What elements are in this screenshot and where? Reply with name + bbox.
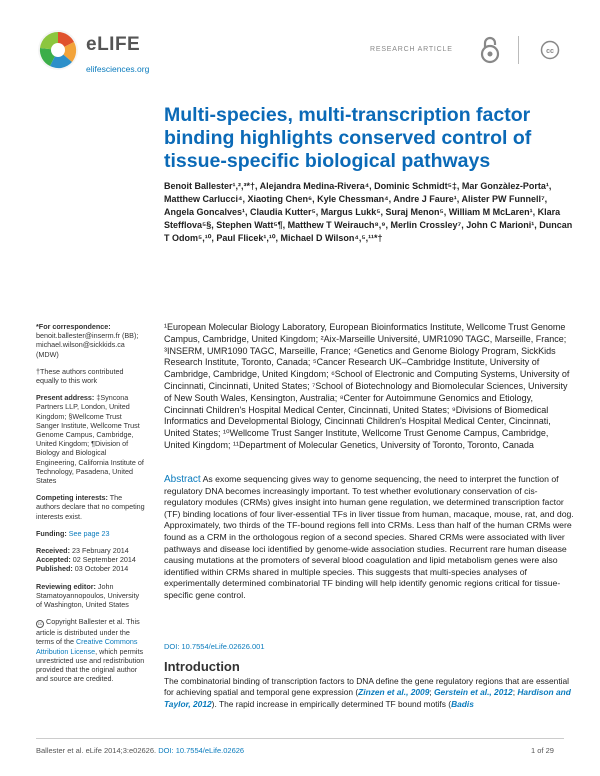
open-access-icon xyxy=(478,36,502,64)
svg-text:cc: cc xyxy=(546,48,554,55)
intro-sep-2: ; xyxy=(512,687,518,698)
license-link[interactable]: Creative Commons Attribution License xyxy=(36,637,138,656)
copyright-cc-icon: cc xyxy=(37,621,43,627)
correspondence-label: *For correspondence: xyxy=(36,322,111,331)
intro-text-2: ). The rapid increase in empirically determined TF bound motifs ( xyxy=(211,698,452,709)
page-header xyxy=(0,0,600,90)
article-type-label: RESEARCH ARTICLE xyxy=(370,46,453,53)
author-list: Benoit Ballester¹,²,³*†, Alejandra Medina-Rivera⁴, Dominic Schmidt⁵‡, Mar Gonzàlez-Porta¹, Matthew Carlucci⁴, Xiaoting Chen⁶, Kyle Chessman⁴, Andre J Faure¹, Alister PW Funnell⁷, Angela Goncalves¹, Claudia Kutter⁵, Margus Lukk⁵, Suraj Menon⁵, William M McLaren¹, Klara Stefflova⁵§, Stephen Watt⁵¶, Matthew T Weirauch⁸,⁹, Merlin Crossley⁷, John C Marioni¹, Duncan T Odom⁵,¹⁰, Paul Flicek¹,¹⁰, Michael D Wilson⁴,⁵,¹¹*† xyxy=(164,181,573,243)
abstract xyxy=(164,474,574,602)
funding-block xyxy=(36,529,146,538)
footer-divider xyxy=(36,738,564,739)
competing-interests-text: The authors declare that no competing interests exist. xyxy=(36,493,145,521)
correspondence-text[interactable]: benoit.ballester@inserm.fr (BB); michael.wilson@sickkids.ca (MDW) xyxy=(36,331,139,359)
present-address-text: ‡Syncona Partners LLP, London, United Kingdom; §Wellcome Trust Sanger Institute, Wellcome Trust Genome Campus, Cambridge, United Kingdom; ¶Division of Biology and Biological Engineering, California Institute of Technology, Pasadena, United States xyxy=(36,393,144,486)
dates-block xyxy=(36,546,146,574)
footer-doi-link[interactable]: DOI: 10.7554/eLife.02626 xyxy=(158,746,245,755)
introduction-heading: Introduction xyxy=(164,659,240,674)
abstract-doi-link[interactable]: DOI: 10.7554/eLife.02626.001 xyxy=(164,642,265,651)
brand-url-link[interactable]: elifesciences.org xyxy=(86,64,150,74)
published-label: Published: xyxy=(36,564,73,574)
funding-label: Funding: xyxy=(36,528,67,538)
page-number: 1 of 29 xyxy=(531,746,554,755)
accepted-date: 02 September 2014 xyxy=(72,555,136,565)
affiliations: ¹European Molecular Biology Laboratory, European Bioinformatics Institute, Wellcome Trust Genome Campus, Cambridge, United Kingdom; ²Aix-Marseille Université, UMR1090 TAGC, Marseille, France; ³INSERM, UMR1090 TAGC, Marseille, France; ⁴Genetics and Genome Biology Program, SickKids Research Institute, Toronto, Canada; ⁵Cancer Research UK–Cambridge Institute, University of Cambridge, Cambridge, United Kingdom; ⁶School of Electronic and Computing Systems, University of Cincinnati, Cincinnati, United States; ⁷School of Biotechnology and Biomolecular Sciences, University of New South Wales, Kensington, Australia; ⁸Center for Autoimmune Genomics and Etiology, Cincinnati Children's Hospital Medical Center, Cincinnati, United States; ⁹Divisions of Biomedical Informatics and Developmental Biology, Cincinnati Children's Hospital Medical Center, Cincinnati, United States; ¹⁰Wellcome Trust Sanger Institute, Wellcome Trust Genome Campus, Cambridge, United Kingdom; ¹¹Department of Molecular Genetics, University of Toronto, Toronto, Canada xyxy=(164,322,570,450)
competing-interests-block xyxy=(36,493,146,521)
citation-link[interactable]: Gerstein et al., 2012 xyxy=(434,687,513,698)
reviewing-editor-label: Reviewing editor: xyxy=(36,581,96,591)
abstract-text: As exome sequencing gives way to genome sequencing, the need to interpret the function of regulatory DNA becomes increasingly important. To test whether evolutionary conservation of cis-regulatory modules (CRMs) gives insight into human gene regulation, we determined transcription factor (TF) binding locations of four liver-essential TFs in liver tissue from human, macaque, mouse, rat, and dog. Approximately, two thirds of the TF-bound regions fell into CRMs. Less than half of the human CRMs were found as a CRM in the orthologous region of a second species. Shared CRMs were associated with liver pathways and disease loci identified by genome-wide association studies. Recurrent rare human disease causing mutations at the promoters of several blood coagulation and lipid metabolism genes were also identified within CRMs shared in multiple species. This suggests that multi-species analyses of experimentally determined combinatorial TF binding will help identify genomic regions critical for tissue-specific gene control. xyxy=(164,474,574,600)
received-date: 23 February 2014 xyxy=(71,546,129,556)
reviewing-editor-text: John Stamatoyannopoulos, University of Washington, United States xyxy=(36,581,140,610)
received-label: Received: xyxy=(36,546,70,556)
present-address-label: Present address: xyxy=(36,393,95,403)
creative-commons-icon xyxy=(540,40,560,60)
equal-contribution-note: †These authors contributed equally to this work xyxy=(36,366,124,386)
accepted-label: Accepted: xyxy=(36,555,71,565)
article-title: Multi-species, multi-transcription factor binding highlights conserved control of tissue-specific biological pathways xyxy=(164,104,532,172)
brand-name: eLIFE xyxy=(86,34,141,55)
correspondence-block xyxy=(36,322,146,359)
footer-citation xyxy=(36,746,244,755)
article-sidebar xyxy=(36,322,146,692)
copyright-block xyxy=(36,617,146,683)
abstract-label: Abstract xyxy=(164,474,201,485)
citation-link[interactable]: Hardison and Taylor, 2012 xyxy=(164,687,571,709)
introduction-text xyxy=(164,676,574,710)
reviewing-editor-block xyxy=(36,582,146,610)
copyright-tail: , which permits unrestricted use and redistribution provided that the original author and source are credited. xyxy=(36,646,145,684)
present-address-block xyxy=(36,393,146,485)
citation-link[interactable]: Badis xyxy=(451,698,474,709)
competing-interests-label: Competing interests: xyxy=(36,493,108,503)
intro-sep-1: ; xyxy=(429,687,435,698)
elife-logo-icon[interactable] xyxy=(36,28,80,72)
funding-link[interactable]: See page 23 xyxy=(68,528,110,538)
intro-text-1: The combinatorial binding of transcription factors to DNA define the gene regulatory regions that are essential for achieving spatial and temporal gene expression ( xyxy=(164,676,570,698)
citation-link[interactable]: Zinzen et al., 2009 xyxy=(358,687,430,698)
header-divider xyxy=(518,36,519,64)
footer-citation-text: Ballester et al. eLife 2014;3:e02626. xyxy=(36,746,157,755)
published-date: 03 October 2014 xyxy=(74,564,129,574)
copyright-text: Copyright Ballester et al. This article is distributed under the terms of the xyxy=(36,617,140,647)
